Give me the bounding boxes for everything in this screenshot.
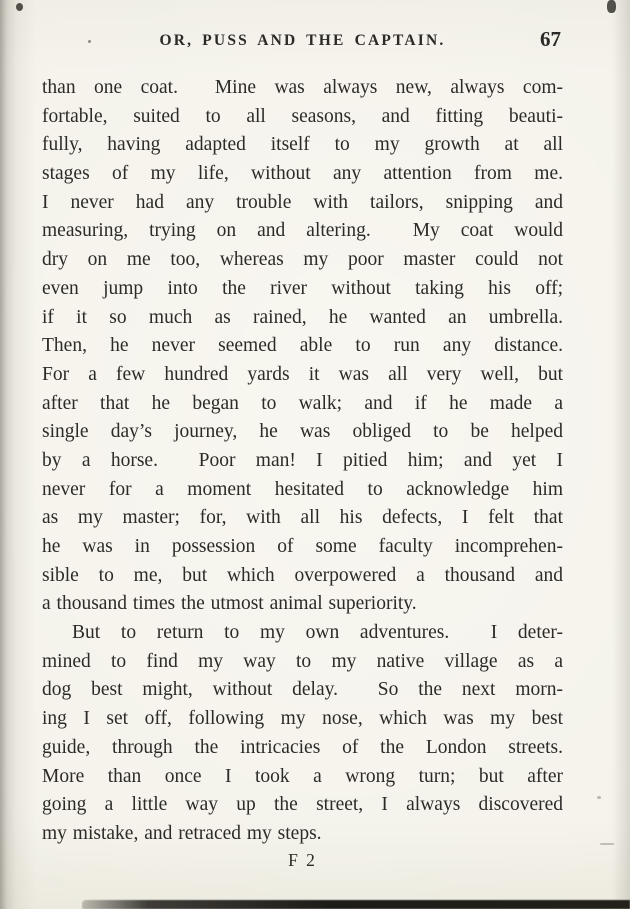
text-line: by a horse. Poor man! I pitied him; and yet I (42, 449, 563, 471)
page-number: 67 (540, 27, 561, 51)
text-line: guide, through the intricacies of the London streets. (42, 736, 563, 758)
text-line: dry on me too, whereas my poor master could not (42, 249, 563, 271)
text-line: ing I set off, following my nose, which was my best (42, 708, 563, 730)
text-line: measuring, trying on and altering. My coat would (42, 220, 563, 242)
scan-speck (16, 3, 23, 11)
text-line: Then, he never seemed able to run any distance. (42, 335, 563, 357)
text-line: a thousand times the utmost animal superiority. (42, 593, 417, 615)
scan-left-shadow (0, 0, 36, 909)
text-line: as my master; for, with all his defects, I felt that (42, 507, 563, 529)
text-line: sible to me, but which overpowered a thousand and (42, 564, 563, 586)
text-block (42, 74, 563, 849)
text-line: after that he began to walk; and if he made a (42, 392, 563, 414)
text-line: my mistake, and retraced my steps. (42, 822, 322, 844)
text-line: never for a moment hesitated to acknowledge him (42, 478, 563, 500)
text-line: he was in possession of some faculty incomprehen- (42, 536, 563, 557)
paragraph (42, 619, 563, 849)
text-line: even jump into the river without taking his off; (42, 277, 563, 299)
scan-right-shadow (612, 0, 630, 909)
signature-mark: F 2 (288, 850, 317, 870)
scan-speck (607, 0, 616, 13)
text-line: fully, having adapted itself to my growth at all (42, 134, 563, 156)
text-line: fortable, suited to all seasons, and fitting beauti- (42, 105, 563, 127)
text-line: single day’s journey, he was obliged to be helped (42, 421, 563, 443)
scan-speck (600, 843, 614, 845)
text-line: if it so much as rained, he wanted an umbrella. (42, 306, 563, 328)
text-line: I never had any trouble with tailors, snipping and (42, 191, 563, 213)
page-header (42, 28, 563, 54)
text-line: dog best might, without delay. So the next morn- (42, 679, 563, 701)
paragraph (42, 74, 563, 619)
text-line: stages of my life, without any attention from me. (42, 163, 563, 185)
scan-speck (597, 796, 601, 799)
text-line: But to return to my own adventures. I deter- (72, 622, 563, 644)
text-line: More than once I took a wrong turn; but after (42, 765, 563, 787)
text-line: than one coat. Mine was always new, always com- (42, 77, 563, 98)
running-title: OR, PUSS AND THE CAPTAIN. (159, 32, 446, 49)
scan-bottom-edge (82, 900, 630, 909)
text-line: For a few hundred yards it was all very well, but (42, 363, 563, 385)
text-line: mined to find my way to my native village as a (42, 650, 563, 672)
text-line: going a little way up the street, I always discovered (42, 794, 563, 816)
